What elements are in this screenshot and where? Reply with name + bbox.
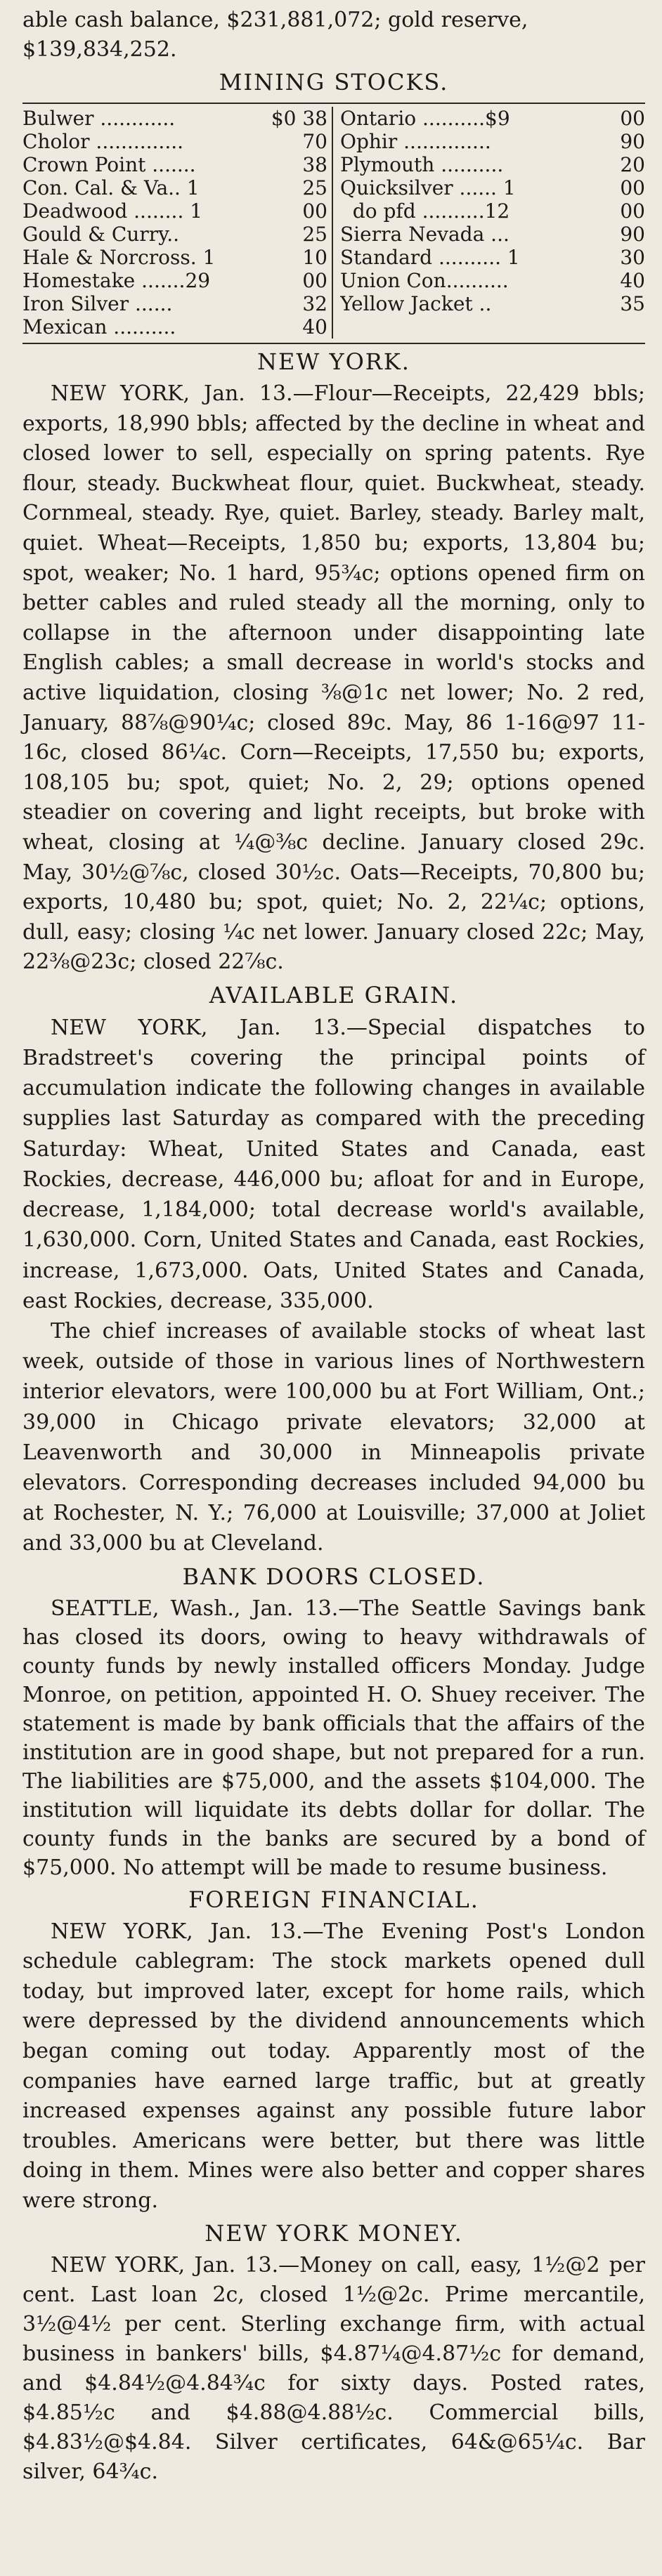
article-paragraph: The chief increases of available stocks of wheat last week, outside of those in various lines of Northwestern interior elevators, were 100,000 bu at Fort William, Ont.; 39,000 in Chicago private elevators; 32,000 at Leavenworth and 30,000 in Minneapolis private elevators. Corresponding decreases included 94,000 bu at Rochester, N. Y.; 76,000 at Louisville; 37,000 at Joliet and 33,000 bu at Cleveland. (22, 1318, 645, 1556)
table-row: Ontario ..........$9 00 (340, 107, 645, 130)
new-york-money-section (22, 2216, 645, 2487)
table-row: do pfd ..........12 00 (340, 199, 645, 223)
table-row: Yellow Jacket .. 35 (340, 292, 645, 315)
available-grain-section (22, 978, 645, 1559)
table-row: Deadwood ........ 1 00 (22, 199, 327, 223)
table-row: Sierra Nevada ... 90 (340, 223, 645, 246)
article-paragraph: NEW YORK, Jan. 13.—Special dispatches to Bradstreet's covering the principal points of accumulation indicate the following changes in available supplies last Saturday as compared with the preceding Saturday: Wheat, United States and Canada, east Rockies, decrease, 446,000 bu; afloat for and in Europe, decrease, 1,184,000; total decrease world's available, 1,630,000. Corn, United States and Canada, east Rockies, increase, 1,673,000. Oats, United States and Canada, east Rockies, decrease, 335,000. (22, 1015, 645, 1313)
mining-stocks-left-column (22, 107, 333, 339)
article-paragraph: NEW YORK, Jan. 13.—Flour—Receipts, 22,429 bbls; exports, 18,990 bbls; affected by the decline in wheat and closed lower to sell, especially on spring patents. Rye flour, steady. Buckwheat flour, quiet. Buckwheat, steady. Cornmeal, steady. Rye, quiet. Barley, steady. Barley malt, quiet. Wheat—Receipts, 1,850 bu; exports, 13,804 bu; spot, weaker; No. 1 hard, 95¾c; options opened firm on better cables and ruled steady all the morning, only to collapse in the afternoon under disappointing late English cables; a small decrease in world's stocks and active liquidation, closing ⅜@1c net lower; No. 2 red, January, 88⅞@90¼c; closed 89c. May, 86 1-16@97 11-16c, closed 86¼c. Corn—Receipts, 17,550 bu; exports, 108,105 bu; spot, quiet; No. 2, 29; options opened steadier on covering and light receipts, but broke with wheat, closing at ¼@⅜c decline. January closed 29c. May, 30½@⅞c, closed 30½c. Oats—Receipts, 70,800 bu; exports, 10,480 bu; spot, quiet; No. 2, 22¼c; options, dull, easy; closing ¼c net lower. January closed 22c; May, 22⅜@23c; closed 22⅞c. (22, 381, 645, 975)
table-row: Gould & Curry.. 25 (22, 223, 327, 246)
section-heading: NEW YORK. (257, 348, 410, 375)
section-heading: BANK DOORS CLOSED. (182, 1563, 486, 1590)
foreign-financial-section (22, 1882, 645, 2216)
lead-paragraph: able cash balance, $231,881,072; gold reserve, $139,834,252. (22, 8, 528, 62)
new-york-section (22, 344, 645, 978)
table-row: Mexican .......... 40 (22, 315, 327, 339)
table-row: Plymouth .......... 20 (340, 153, 645, 176)
table-row: Quicksilver ...... 1 00 (340, 176, 645, 199)
table-row: Bulwer ............ $0 38 (22, 107, 327, 130)
table-row: Crown Point ....... 38 (22, 153, 327, 176)
section-heading: FOREIGN FINANCIAL. (188, 1886, 479, 1913)
table-row: Con. Cal. & Va.. 1 25 (22, 176, 327, 199)
section-heading: AVAILABLE GRAIN. (209, 981, 459, 1008)
mining-stocks-heading: MINING STOCKS. (219, 69, 449, 96)
bank-doors-closed-section (22, 1559, 645, 1882)
article-paragraph: NEW YORK, Jan. 13.—The Evening Post's London schedule cablegram: The stock markets opened dull today, but improved later, except for home rails, which were depressed by the dividend announcements which began coming out today. Apparently most of the companies have earned large traffic, but at greatly increased expenses against any possible future labor troubles. Americans were better, but there was little doing in them. Mines were also better and copper shares were strong. (22, 1919, 645, 2213)
table-row: Cholor .............. 70 (22, 130, 327, 153)
article-paragraph: NEW YORK, Jan. 13.—Money on call, easy, 1½@2 per cent. Last loan 2c, closed 1½@2c. Prime mercantile, 3½@4½ per cent. Sterling exchange firm, with actual business in bankers' bills, $4.87¼@4.87½c for demand, and $4.84½@4.84¾c for sixty days. Posted rates, $4.85½c and $4.88@4.88½c. Commercial bills, $4.83½@$4.84. Silver certificates, 64&@65¼c. Bar silver, 64¾c. (22, 2253, 645, 2485)
table-row: Union Con.......... 40 (340, 269, 645, 292)
mining-stocks-right-column (333, 107, 645, 339)
section-heading: NEW YORK MONEY. (205, 2220, 463, 2247)
mining-stocks-table (22, 103, 645, 339)
table-row: Standard .......... 1 30 (340, 246, 645, 269)
table-row: Hale & Norcross. 1 10 (22, 246, 327, 269)
table-row: Ophir .............. 90 (340, 130, 645, 153)
table-row: Homestake .......29 00 (22, 269, 327, 292)
article-paragraph: SEATTLE, Wash., Jan. 13.—The Seattle Savings bank has closed its doors, owing to heavy withdrawals of county funds by newly installed officers Monday. Judge Monroe, on petition, appointed H. O. Shuey receiver. The statement is made by bank officials that the affairs of the institution are in good shape, but not prepared for a run. The liabilities are $75,000, and the assets $104,000. The institution will liquidate its debts dollar for dollar. The county funds in the banks are secured by a bond of $75,000. No attempt will be made to resume business. (22, 1596, 645, 1880)
table-row: Iron Silver ...... 32 (22, 292, 327, 315)
